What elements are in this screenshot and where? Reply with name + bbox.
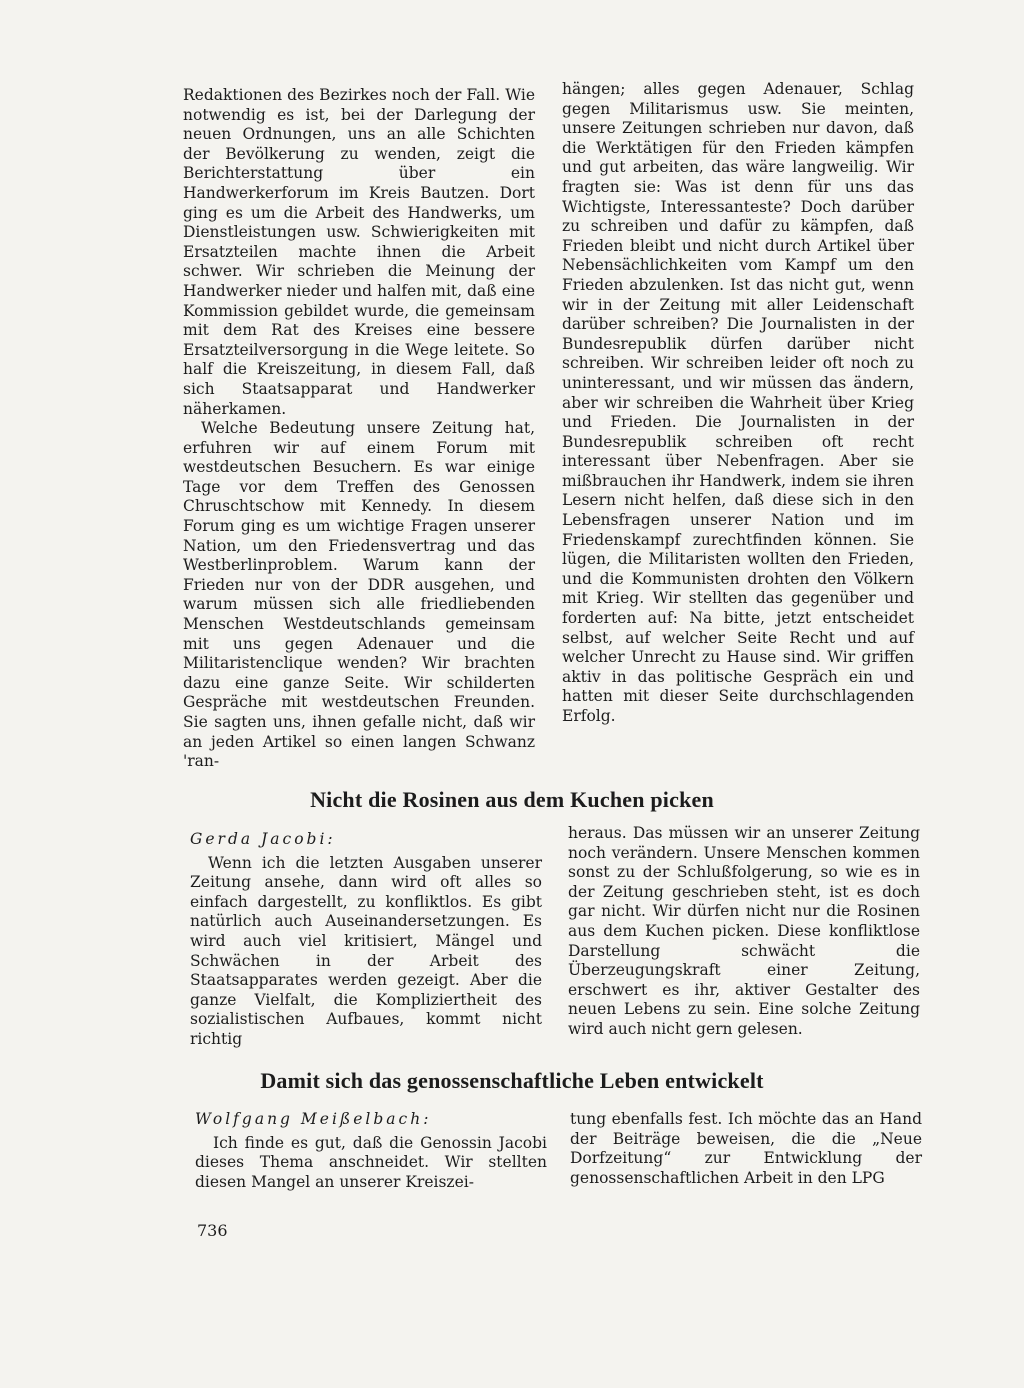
- paragraph: Redaktionen des Bezirkes noch der Fall. Wie notwendig es ist, bei der Darlegung der neuen Ordnungen, uns an alle Schichten der Bevölkerung zu wenden, zeigt die Berichterstattung über ein Handwerkerforum im Kreis Bautzen. Dort ging es um die Arbeit des Handwerks, um Dienstleistungen usw. Schwierigkeiten mit Ersatzteilen machte ihnen die Arbeit schwer. Wir schrieben die Meinung der Handwerker nieder und halfen mit, daß eine Kommission gebildet wurde, die gemeinsam mit dem Rat des Kreises eine bessere Ersatzteilversorgung in die Wege leitete. So half die Kreiszeitung, in diesem Fall, daß sich Staatsapparat und Handwerker näherkamen.: [183, 86, 535, 418]
- paragraph: Wenn ich die letzten Ausgaben unserer Zeitung ansehe, dann wird oft alles so einfach dargestellt, zu konfliktlos. Es gibt natürlich auch Auseinandersetzungen. Es wird auch viel kritisiert, Mängel und Schwächen in der Arbeit des Staatsapparates werden gezeigt. Aber die ganze Vielfalt, die Kompliziertheit des sozialistischen Aufbaues, kommt nicht richtig: [190, 853, 542, 1048]
- section2-left-column: [190, 830, 542, 1050]
- section2-right-column: [568, 824, 920, 1040]
- paragraph: heraus. Das müssen wir an unserer Zeitung noch verändern. Unsere Menschen kommen sonst zu der Schlußfolgerung, so wie es in der Zeitung geschrieben steht, ist es doch gar nicht. Wir dürfen nicht nur die Rosinen aus dem Kuchen picken. Diese konfliktlose Darstellung schwächt die Überzeugungskraft einer Zeitung, erschwert es ihr, aktiver Gestalter des neuen Lebens zu sein. Eine solche Zeitung wird auch nicht gern gelesen.: [568, 824, 920, 1038]
- section3-left-column: [195, 1110, 547, 1192]
- paragraph: Welche Bedeutung unsere Zeitung hat, erfuhren wir auf einem Forum mit westdeutschen Besuchern. Es war einige Tage vor dem Treffen des Genossen Chruschtschow mit Kennedy. In diesem Forum ging es um wichtige Fragen unserer Nation, um den Friedensvertrag und das Westberlinproblem. Warum kann der Frieden nur von der DDR ausgehen, und warum müssen sich alle friedliebenden Menschen Westdeutschlands gemeinsam mit uns gegen Adenauer und die Militaristenclique wenden? Wir brachten dazu eine ganze Seite. Wir schilderten Gespräche mit westdeutschen Freunden. Sie sagten uns, ihnen gefalle nicht, daß wir an jeden Artikel so einen langen Schwanz 'ran-: [183, 419, 535, 771]
- section-heading: Nicht die Rosinen aus dem Kuchen picken: [310, 787, 714, 812]
- paragraph: tung ebenfalls fest. Ich möchte das an Hand der Beiträge beweisen, die die „Neue Dorfzeitung“ zur Entwicklung der genossenschaftlichen Arbeit in den LPG: [570, 1110, 922, 1187]
- section1-right-column: [562, 80, 914, 727]
- paragraph: hängen; alles gegen Adenauer, Schlag gegen Militarismus usw. Sie meinten, unsere Zeitungen schrieben nur davon, daß die Werktätigen für den Frieden kämpfen und gut arbeiten, das wäre langweilig. Wir fragten sie: Was ist denn für uns das Wichtigste, Interessanteste? Doch darüber zu schreiben und dafür zu kämpfen, daß Frieden bleibt und nicht durch Artikel über Nebensächlichkeiten vom Kampf um den Frieden abzulenken. Ist das nicht gut, wenn wir in der Zeitung mit aller Leidenschaft darüber schreiben? Die Journalisten in der Bundesrepublik dürfen darüber nicht schreiben. Wir schreiben leider oft noch zu uninteressant, und wir müssen das ändern, aber wir schreiben die Wahrheit über Krieg und Frieden. Die Journalisten in der Bundesrepublik schreiben oft recht interessant über Nebenfragen. Aber sie mißbrauchen ihr Handwerk, indem sie ihren Lesern nicht helfen, daß diese sich in den Lebensfragen unserer Nation und im Friedenskampf zurechtfinden können. Sie lügen, die Militaristen wollten den Frieden, und die Kommunisten drohten den Völkern mit Krieg. Wir stellten das gegenüber und forderten auf: Na bitte, jetzt entscheidet selbst, auf welcher Seite Recht und auf welcher Unrecht zu Hause sind. Wir griffen aktiv in das politische Gespräch ein und hatten mit dieser Seite durchschlagenden Erfolg.: [562, 80, 914, 725]
- section3-right-column: [570, 1110, 922, 1188]
- paragraph: Ich finde es gut, daß die Genossin Jacobi dieses Thema anschneidet. Wir stellten diesen Mangel an unserer Kreiszei-: [195, 1133, 547, 1191]
- section1-left-column: [183, 86, 535, 772]
- page-number: 736: [197, 1221, 228, 1240]
- author-name: Wolfgang Meißelbach:: [195, 1110, 432, 1128]
- author-name: Gerda Jacobi:: [190, 830, 336, 848]
- section-heading: Damit sich das genossenschaftliche Leben entwickelt: [260, 1068, 764, 1093]
